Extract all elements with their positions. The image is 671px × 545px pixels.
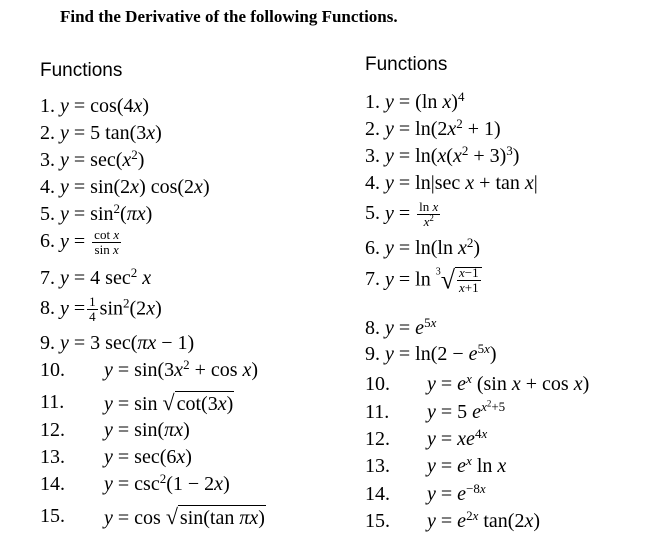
item-number: 14. [365, 483, 390, 505]
item-expression: y = 3 sec(πx − 1) [60, 332, 195, 354]
item-number: 13. [40, 446, 65, 468]
item-expression: y = sin √ cot(3x) [104, 390, 234, 415]
left-item-9 [40, 333, 194, 353]
left-item-3 [40, 146, 145, 171]
item-number: 7. [40, 267, 55, 289]
item-expression: y = (ln x)$^4$ [385, 88, 465, 113]
item-number: 1. [40, 95, 55, 117]
right-item-6 [365, 234, 481, 259]
right-item-3 [365, 142, 520, 167]
item-number: 12. [40, 419, 65, 441]
item-expression: $y = \ln(x(x^2 + 3)^3)$ [385, 142, 520, 167]
item-expression: y = 5 $e^{x^2+5}$ [427, 398, 506, 423]
item-number: 4. [365, 172, 380, 194]
left-item-8 [40, 295, 162, 325]
right-item-7 [365, 266, 482, 296]
item-expression: y = 5 tan(3x) [60, 122, 162, 144]
item-number: 11. [365, 401, 390, 423]
item-number: 1. [365, 91, 380, 113]
item-number: 10. [365, 373, 390, 395]
left-column-heading: Functions [40, 60, 123, 81]
item-number: 15. [40, 505, 65, 527]
item-expression: $y = \sin(3x^2 + \cos x)$ [104, 356, 259, 381]
item-number: 11. [40, 391, 65, 413]
item-expression: y = $\frac{\text{ln x}}{x^2}$ [385, 199, 439, 230]
item-expression: y = $\frac{\text{cot x}}{\text{sin x}}$ [60, 227, 120, 258]
item-number: 15. [365, 510, 390, 532]
item-expression: $y = \sin^2(\pi x)$ [60, 200, 153, 225]
right-item-14 [365, 480, 486, 505]
item-expression: y = cos(4x) [60, 95, 150, 117]
item-expression: $y = e^{2x}$ tan(2x) [427, 507, 540, 532]
left-item-2 [40, 123, 162, 143]
item-expression: y = sin(πx) [104, 419, 190, 441]
right-item-12 [365, 425, 488, 450]
left-item-12 [40, 419, 190, 441]
page-title: Find the Derivative of the following Functions. [60, 7, 398, 26]
left-item-14 [40, 470, 230, 495]
item-expression: $y = \csc^2(1 - 2x)$ [104, 470, 230, 495]
right-item-8 [365, 314, 437, 339]
item-number: 4. [40, 176, 55, 198]
left-item-13 [40, 446, 192, 468]
item-expression: y = sec(6x) [104, 446, 192, 468]
item-number: 14. [40, 473, 65, 495]
item-number: 6. [365, 237, 380, 259]
item-expression: $y = e^{5x}$ [385, 314, 437, 339]
item-number: 2. [365, 118, 380, 140]
left-item-6 [40, 228, 123, 258]
left-item-10 [40, 356, 259, 381]
item-number: 5. [365, 202, 380, 225]
right-item-13 [365, 452, 507, 477]
item-expression: y = 4 $\sec^2 x$ [60, 264, 152, 289]
left-item-15 [40, 504, 265, 529]
item-expression: y = $\frac{1}{4}$ $\sin^2(2x)$ [60, 294, 162, 325]
item-number: 6. [40, 230, 55, 253]
right-item-11 [365, 398, 506, 423]
right-item-9 [365, 340, 497, 365]
item-number: 8. [365, 317, 380, 339]
item-number: 13. [365, 455, 390, 477]
item-expression: $y = e^x$ ln x [427, 452, 507, 477]
item-number: 9. [365, 343, 380, 365]
right-item-15 [365, 507, 540, 532]
item-expression: $y = \sec(x^2)$ [60, 146, 145, 171]
right-item-1 [365, 88, 465, 113]
item-number: 12. [365, 428, 390, 450]
right-item-4 [365, 173, 538, 193]
item-expression: $y = e^{-8x}$ [427, 480, 486, 505]
item-expression: y = cos √ sin(tan πx) [104, 504, 265, 529]
right-item-5 [365, 200, 442, 230]
item-expression: y = ln(ln $x^2$) [385, 234, 481, 259]
item-expression: $y = xe^{4x}$ [427, 425, 488, 450]
item-number: 7. [365, 268, 380, 291]
item-expression: y = ln|sec x + tan x| [385, 172, 538, 194]
item-number: 3. [40, 149, 55, 171]
left-item-1 [40, 96, 149, 116]
item-expression: y = ln $^3$√ $\frac{x-1}{x+1}$ [385, 266, 482, 296]
left-item-7 [40, 264, 152, 289]
left-item-5 [40, 200, 153, 225]
item-number: 10. [40, 359, 65, 381]
item-number: 3. [365, 145, 380, 167]
right-column-heading: Functions [365, 54, 448, 75]
item-expression: y = sin(2x) cos(2x) [60, 176, 210, 198]
left-item-4 [40, 177, 210, 197]
item-number: 8. [40, 297, 55, 320]
item-expression: $y = \ln(2x^2 + 1)$ [385, 115, 501, 140]
left-item-11 [40, 390, 234, 415]
right-item-2 [365, 115, 501, 140]
item-number: 9. [40, 332, 55, 354]
item-number: 2. [40, 122, 55, 144]
item-expression: $y = \ln(2 - e^{5x})$ [385, 340, 497, 365]
right-item-10 [365, 370, 590, 395]
item-number: 5. [40, 203, 55, 225]
item-expression: $y = e^x$ (sin x + cos x) [427, 370, 590, 395]
